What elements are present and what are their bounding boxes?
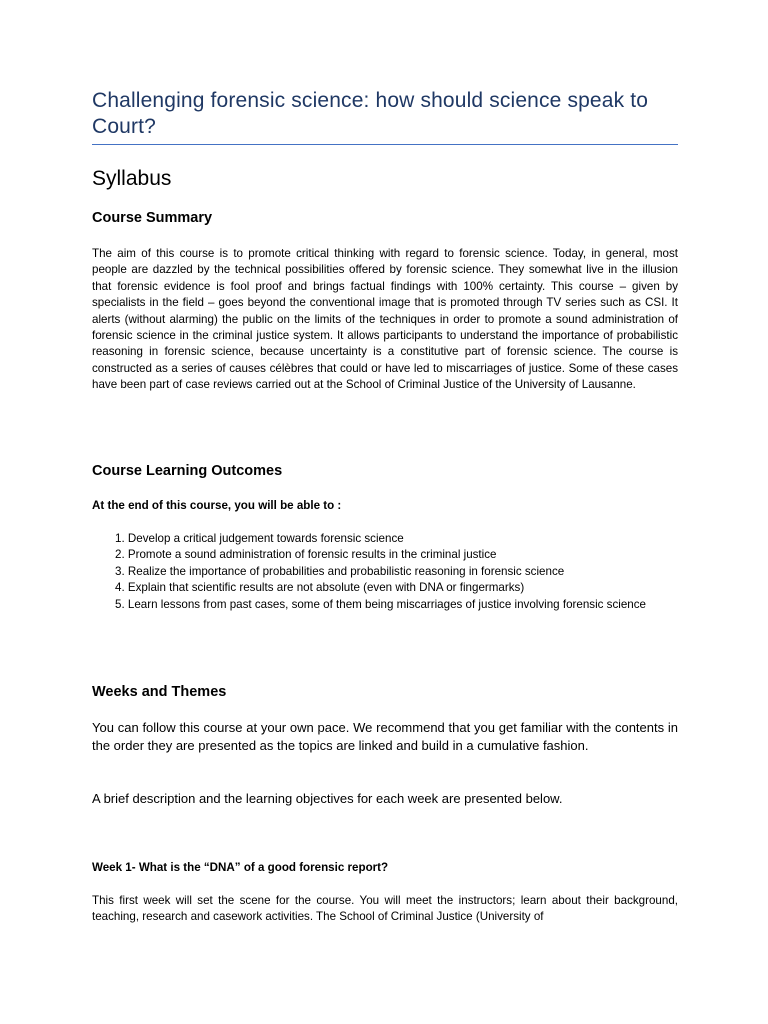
title-divider	[92, 144, 678, 145]
list-item: 3. Realize the importance of probabilities and probabilistic reasoning in forensic science	[115, 564, 565, 578]
weeks-themes-intro: You can follow this course at your own pace. We recommend that you get familiar with the contents in the order they are presented as the topics are linked and build in a cumulative fashion.	[92, 720, 678, 753]
weeks-themes-heading: Weeks and Themes	[92, 684, 227, 700]
course-summary-heading: Course Summary	[92, 210, 213, 226]
list-item: 5. Learn lessons from past cases, some of them being miscarriages of justice involving forensic science	[115, 597, 646, 611]
syllabus-heading: Syllabus	[92, 167, 172, 190]
list-item: 1. Develop a critical judgement towards forensic science	[115, 532, 404, 545]
learning-outcomes-lead: At the end of this course, you will be able to :	[92, 499, 342, 512]
weeks-themes-note: A brief description and the learning objectives for each week are presented below.	[92, 791, 563, 806]
document-title: Challenging forensic science: how should science speak to Court?	[92, 89, 649, 138]
list-item: 4. Explain that scientific results are not absolute (even with DNA or fingermarks)	[115, 581, 525, 595]
list-item: 2. Promote a sound administration of forensic results in the criminal justice	[115, 548, 497, 562]
learning-outcomes-list	[115, 531, 678, 613]
learning-outcomes-heading: Course Learning Outcomes	[92, 463, 283, 479]
course-summary-text: The aim of this course is to promote critical thinking with regard to forensic science. Today, in general, most people are dazzled by the technical possibilities offered by forensic science. They somewhat live in the illusion that forensic evidence is fool proof and brings factual findings with 100% certainty. This course – given by specialists in the field – goes beyond the conventional image that is promoted through TV series such as CSI. It alerts (without alarming) the public on the limits of the techniques in order to promote a sound administration of forensic science in the criminal justice system. It allows participants to understand the importance of probabilistic reasoning in forensic science, because uncertainty is a constitutive part of forensic science. The course is constructed as a series of causes célèbres that could or have led to miscarriages of justice. Some of these cases have been part of case reviews carried out at the School of Criminal Justice of the University of Lausanne.	[92, 247, 678, 392]
week1-text: This first week will set the scene for the course. You will meet the instructors; learn about their background, teaching, research and casework activities. The School of Criminal Justice (University of	[92, 894, 678, 924]
week1-heading: Week 1- What is the “DNA” of a good forensic report?	[92, 861, 389, 874]
